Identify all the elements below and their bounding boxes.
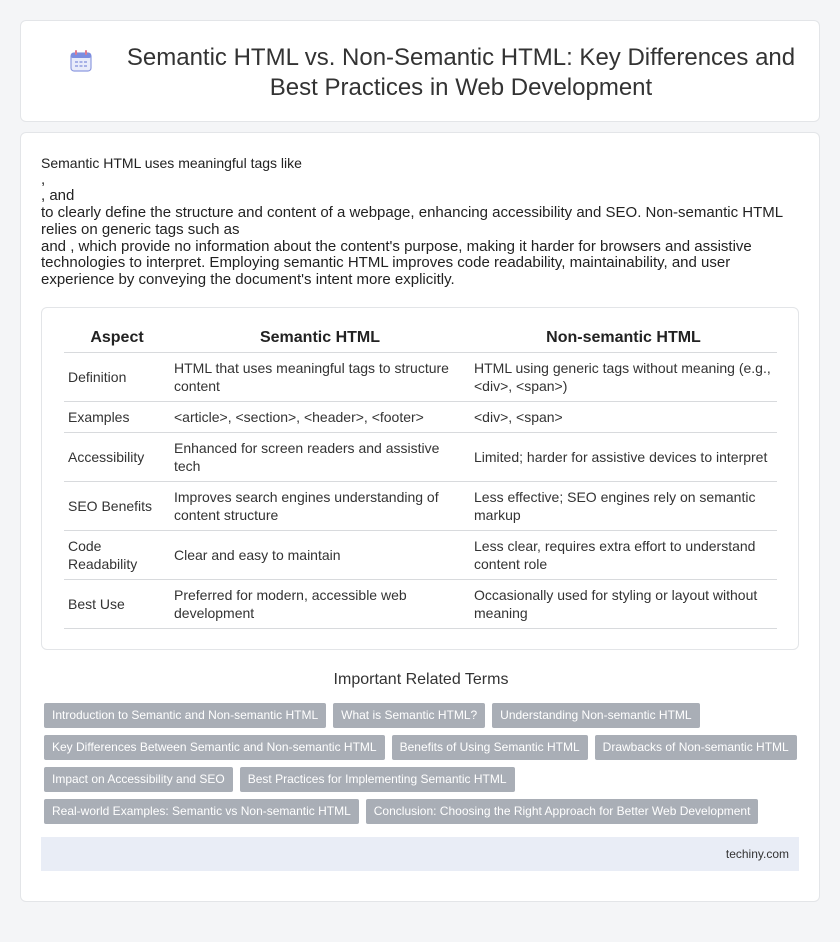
- page-title: Semantic HTML vs. Non-Semantic HTML: Key Differences and Best Practices in Web Development: [126, 44, 796, 101]
- column-header-non-semantic: Non-semantic HTML: [470, 328, 777, 352]
- table-header-row: [64, 328, 777, 352]
- table-row: [64, 352, 777, 401]
- column-header-aspect: Aspect: [64, 328, 170, 352]
- related-term-link[interactable]: What is Semantic HTML?: [333, 703, 485, 728]
- intro-line: ,: [41, 170, 46, 188]
- related-term-link[interactable]: Best Practices for Implementing Semantic HTML: [240, 767, 515, 792]
- comparison-table-container: [41, 307, 799, 650]
- table-row: [64, 530, 777, 579]
- column-header-semantic: Semantic HTML: [170, 328, 470, 352]
- table-row: [64, 401, 777, 432]
- related-terms-heading: Important Related Terms: [333, 671, 509, 688]
- table-cell: <div>, <span>: [470, 401, 777, 432]
- intro-line: and , which provide no information about the content's purpose, making it harder for browsers and assistive technologies to interpret. Employing semantic HTML improves code readability, maintainability, and user experience by conveying the document's intent more explicitly.: [41, 237, 752, 288]
- related-term-link[interactable]: Understanding Non-semantic HTML: [492, 703, 699, 728]
- related-term-link[interactable]: Conclusion: Choosing the Right Approach for Better Web Development: [366, 799, 759, 824]
- table-cell: Examples: [64, 401, 170, 432]
- table-cell: Accessibility: [64, 432, 170, 481]
- table-row: [64, 432, 777, 481]
- intro-line: to clearly define the structure and content of a webpage, enhancing accessibility and SEO. Non-semantic HTML relies on generic tags such as: [41, 204, 783, 238]
- table-cell: Enhanced for screen readers and assistive tech: [170, 432, 470, 481]
- related-term-link[interactable]: Impact on Accessibility and SEO: [44, 767, 233, 792]
- main-card: [20, 132, 820, 902]
- header-card: [20, 20, 820, 122]
- footer-site-link[interactable]: techiny.com: [725, 847, 789, 861]
- table-cell: Clear and easy to maintain: [170, 530, 470, 579]
- related-term-link[interactable]: Benefits of Using Semantic HTML: [392, 735, 588, 760]
- comparison-table: [64, 328, 777, 629]
- intro-line: Semantic HTML uses meaningful tags like: [41, 155, 302, 171]
- related-term-link[interactable]: Real-world Examples: Semantic vs Non-semantic HTML: [44, 799, 359, 824]
- table-row: [64, 579, 777, 628]
- table-cell: Improves search engines understanding of content structure: [170, 481, 470, 530]
- table-cell: Preferred for modern, accessible web development: [170, 579, 470, 628]
- table-cell: Best Use: [64, 579, 170, 628]
- table-cell: <article>, <section>, <header>, <footer>: [170, 401, 470, 432]
- table-cell: Code Readability: [64, 530, 170, 579]
- table-cell: Definition: [64, 352, 170, 401]
- related-term-link[interactable]: Drawbacks of Non-semantic HTML: [595, 735, 797, 760]
- calendar-icon: [68, 48, 94, 74]
- table-cell: Occasionally used for styling or layout without meaning: [470, 579, 777, 628]
- table-cell: HTML that uses meaningful tags to structure content: [170, 352, 470, 401]
- table-cell: SEO Benefits: [64, 481, 170, 530]
- table-cell: HTML using generic tags without meaning (e.g., <div>, <span>): [470, 352, 777, 401]
- footer-bar: [41, 837, 799, 871]
- related-term-link[interactable]: Introduction to Semantic and Non-semantic HTML: [44, 703, 326, 728]
- related-terms-list: [44, 703, 804, 831]
- table-cell: Less clear, requires extra effort to understand content role: [470, 530, 777, 579]
- related-term-link[interactable]: Key Differences Between Semantic and Non-semantic HTML: [44, 735, 385, 760]
- intro-line: , and: [41, 187, 75, 205]
- intro-paragraph: [41, 155, 801, 289]
- table-row: [64, 481, 777, 530]
- table-cell: Limited; harder for assistive devices to interpret: [470, 432, 777, 481]
- table-cell: Less effective; SEO engines rely on semantic markup: [470, 481, 777, 530]
